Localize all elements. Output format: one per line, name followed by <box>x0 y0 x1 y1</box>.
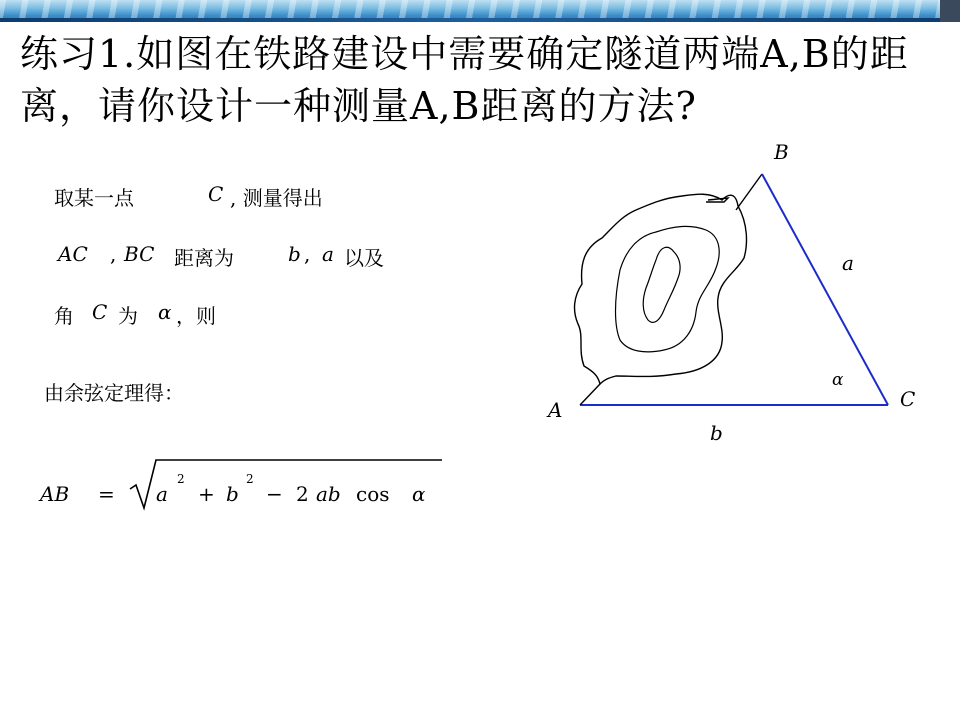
formula-b: b <box>226 482 239 506</box>
formula-minus: − <box>266 482 283 506</box>
body-line2-a: a <box>322 242 334 266</box>
label-side-b: b <box>710 421 723 445</box>
label-side-a: a <box>842 251 854 275</box>
slide-title: 练习1.如图在铁路建设中需要确定隧道两端A,B的距离，请你设计一种测量A,B距离的方法? <box>20 32 909 128</box>
header-banner <box>0 0 960 22</box>
tunnel-triangle-diagram <box>540 140 940 430</box>
mountain-notch <box>706 198 728 202</box>
body-line2-ac: AC <box>58 242 88 266</box>
formula-exp1: 2 <box>177 472 185 486</box>
body-line3-var: C <box>92 300 108 324</box>
formula-cos: cos <box>356 482 390 506</box>
mountain-inner-contour <box>643 247 680 322</box>
header-corner-block <box>940 0 960 22</box>
formula-lhs: AB <box>40 482 70 506</box>
body-line1-var: C <box>208 182 224 206</box>
formula-two: 2 <box>296 482 309 506</box>
body-line2-b: b <box>288 242 301 266</box>
body-line1-suffix: , 测量得出 <box>230 186 323 210</box>
cosine-law-formula <box>40 456 460 516</box>
label-vertex-c: C <box>900 387 916 411</box>
label-vertex-b: B <box>774 140 789 164</box>
formula-exp2: 2 <box>246 472 254 486</box>
body-line3-suffix: ，则 <box>176 304 216 328</box>
side-ab-tunnel <box>580 384 600 405</box>
body-line2-text: 距离为 <box>174 246 234 270</box>
formula-a: a <box>156 482 168 506</box>
body-line1-prefix: 取某一点 <box>54 186 134 210</box>
formula-plus: + <box>198 482 215 506</box>
body-line3-alpha: α <box>158 300 172 324</box>
body-line2-comma2: , <box>304 242 311 266</box>
formula-eq: = <box>98 482 115 506</box>
mountain-middle-contour <box>616 226 720 351</box>
body-line2-suffix: 以及 <box>344 246 384 270</box>
label-angle-alpha: α <box>832 370 844 390</box>
body-line4: 由余弦定理得： <box>44 381 184 405</box>
mountain-outer-contour <box>575 194 747 384</box>
side-a <box>762 174 888 405</box>
body-line3-prefix: 角 <box>54 304 74 328</box>
label-vertex-a: A <box>548 398 563 422</box>
body-line3-mid: 为 <box>118 304 138 328</box>
body-line2-bc: BC <box>124 242 155 266</box>
formula-alpha: α <box>412 482 426 506</box>
sqrt-sign <box>126 456 446 516</box>
formula-ab: ab <box>316 482 341 506</box>
tunnel-line-b <box>736 174 762 210</box>
body-line2-comma: , <box>110 242 117 266</box>
